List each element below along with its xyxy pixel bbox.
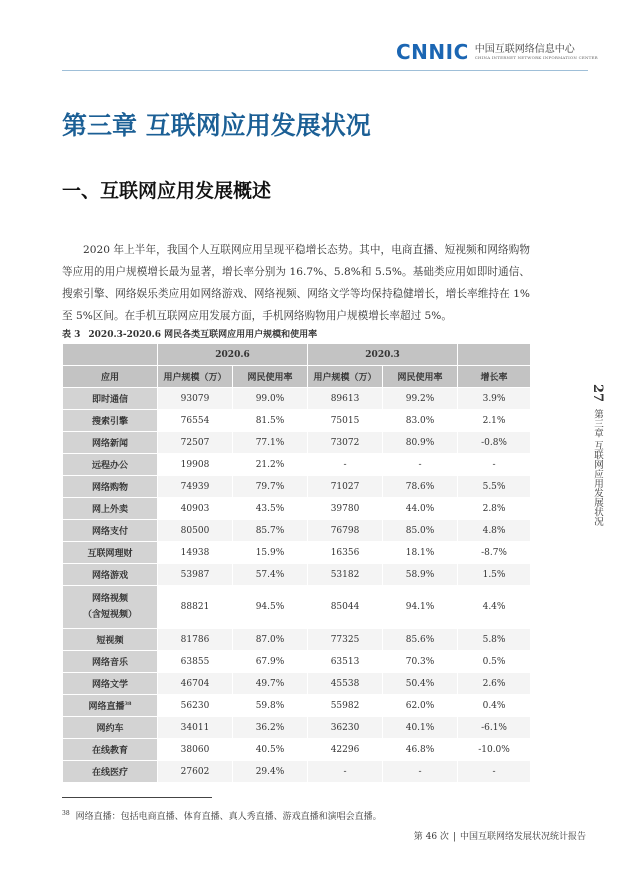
- table-row: [63, 520, 531, 542]
- cell-growth: -0.8%: [458, 432, 531, 454]
- cell-app-name: [63, 410, 158, 432]
- cell-users-2020-3: -: [308, 454, 383, 476]
- footnote-ref: 38: [124, 701, 132, 707]
- cell-app-name: [63, 739, 158, 761]
- cell-users-2020-6: 27602: [158, 761, 233, 783]
- cell-rate-2020-3: 80.9%: [383, 432, 458, 454]
- footer-page: 第 46 次: [413, 832, 449, 842]
- cell-users-2020-3: 89613: [308, 388, 383, 410]
- app-usage-table: [62, 343, 531, 783]
- cell-rate-2020-6: 49.7%: [233, 673, 308, 695]
- cell-rate-2020-3: 62.0%: [383, 695, 458, 717]
- cell-users-2020-3: 73072: [308, 432, 383, 454]
- cell-users-2020-6: 40903: [158, 498, 233, 520]
- cell-growth: 1.5%: [458, 564, 531, 586]
- cell-rate-2020-6: 15.9%: [233, 542, 308, 564]
- cell-app-name: [63, 498, 158, 520]
- app-name: 在线医疗: [91, 768, 128, 778]
- page-footer: [414, 829, 586, 842]
- cell-growth: 4.8%: [458, 520, 531, 542]
- cell-rate-2020-6: 94.5%: [233, 586, 308, 629]
- side-chapter-label: [590, 384, 605, 526]
- cell-app-name: [63, 673, 158, 695]
- cell-users-2020-3: 71027: [308, 476, 383, 498]
- cell-users-2020-3: 16356: [308, 542, 383, 564]
- footnote-rule: [62, 797, 212, 798]
- cell-users-2020-3: 63513: [308, 651, 383, 673]
- header-blank: [63, 344, 158, 366]
- cell-growth: 0.4%: [458, 695, 531, 717]
- cell-users-2020-3: 45538: [308, 673, 383, 695]
- cell-app-name: [63, 695, 158, 717]
- cell-users-2020-3: 39780: [308, 498, 383, 520]
- cell-users-2020-6: 38060: [158, 739, 233, 761]
- cell-rate-2020-6: 59.8%: [233, 695, 308, 717]
- table-caption-label: 表 3: [62, 330, 81, 340]
- cell-rate-2020-3: 83.0%: [383, 410, 458, 432]
- cell-growth: 0.5%: [458, 651, 531, 673]
- app-name: 短视频: [96, 636, 124, 646]
- cell-users-2020-3: 75015: [308, 410, 383, 432]
- cell-rate-2020-3: 85.6%: [383, 629, 458, 651]
- table-row: [63, 410, 531, 432]
- cell-growth: -: [458, 454, 531, 476]
- cell-rate-2020-6: 87.0%: [233, 629, 308, 651]
- app-name-note: （含短视频）: [82, 610, 137, 620]
- cell-growth: 5.8%: [458, 629, 531, 651]
- footnote-text: 网络直播：包括电商直播、体育直播、真人秀直播、游戏直播和演唱会直播。: [75, 812, 382, 822]
- app-name: 网络文学: [91, 680, 128, 690]
- table-row: [63, 432, 531, 454]
- cell-growth: -8.7%: [458, 542, 531, 564]
- cell-app-name: [63, 564, 158, 586]
- cell-rate-2020-3: 40.1%: [383, 717, 458, 739]
- cell-users-2020-6: 80500: [158, 520, 233, 542]
- cell-growth: -6.1%: [458, 717, 531, 739]
- table-row: [63, 717, 531, 739]
- cell-app-name: [63, 388, 158, 410]
- table-caption-text: 2020.3-2020.6 网民各类互联网应用用户规模和使用率: [88, 330, 318, 340]
- app-name: 网络支付: [91, 527, 128, 537]
- app-name: 互联网理财: [87, 549, 133, 559]
- cell-rate-2020-3: 78.6%: [383, 476, 458, 498]
- cell-app-name: [63, 432, 158, 454]
- table-row: [63, 695, 531, 717]
- cell-users-2020-3: 76798: [308, 520, 383, 542]
- cell-growth: -: [458, 761, 531, 783]
- cell-users-2020-6: 14938: [158, 542, 233, 564]
- app-name: 远程办公: [91, 461, 128, 471]
- app-name: 网络直播: [88, 702, 125, 712]
- cell-users-2020-3: -: [308, 761, 383, 783]
- cell-rate-2020-6: 29.4%: [233, 761, 308, 783]
- cell-users-2020-6: 74939: [158, 476, 233, 498]
- cell-rate-2020-3: 50.4%: [383, 673, 458, 695]
- cell-app-name: [63, 761, 158, 783]
- col-rate-2020-3: 网民使用率: [383, 366, 458, 388]
- cell-users-2020-3: 36230: [308, 717, 383, 739]
- cell-app-name: [63, 476, 158, 498]
- cell-users-2020-6: 81786: [158, 629, 233, 651]
- cell-rate-2020-6: 79.7%: [233, 476, 308, 498]
- col-growth: 增长率: [458, 366, 531, 388]
- table-row: [63, 673, 531, 695]
- cell-rate-2020-3: 99.2%: [383, 388, 458, 410]
- app-name: 网约车: [96, 724, 124, 734]
- side-chapter-text: 第三章 互联网应用发展状况: [592, 409, 603, 527]
- cell-app-name: [63, 586, 158, 629]
- footer-report-title: 中国互联网络发展状况统计报告: [459, 832, 586, 842]
- cell-growth: 2.6%: [458, 673, 531, 695]
- cell-rate-2020-6: 77.1%: [233, 432, 308, 454]
- table-row: [63, 651, 531, 673]
- section-title: 一、互联网应用发展概述: [62, 180, 272, 202]
- cell-rate-2020-3: 46.8%: [383, 739, 458, 761]
- cell-rate-2020-3: 70.3%: [383, 651, 458, 673]
- cell-users-2020-6: 34011: [158, 717, 233, 739]
- cell-rate-2020-6: 81.5%: [233, 410, 308, 432]
- table-row: [63, 761, 531, 783]
- cell-rate-2020-6: 43.5%: [233, 498, 308, 520]
- app-name: 网络音乐: [91, 658, 128, 668]
- cell-rate-2020-6: 36.2%: [233, 717, 308, 739]
- cell-rate-2020-6: 99.0%: [233, 388, 308, 410]
- cell-growth: -10.0%: [458, 739, 531, 761]
- logo-text: [475, 44, 598, 60]
- table-row: [63, 586, 531, 629]
- header-period-2020-3: 2020.3: [308, 344, 458, 366]
- header-blank: [458, 344, 531, 366]
- cell-users-2020-6: 93079: [158, 388, 233, 410]
- cell-app-name: [63, 542, 158, 564]
- header-period-2020-6: 2020.6: [158, 344, 308, 366]
- footnote: [62, 809, 382, 822]
- cell-growth: 2.8%: [458, 498, 531, 520]
- cell-growth: 4.4%: [458, 586, 531, 629]
- cell-app-name: [63, 520, 158, 542]
- app-name: 网上外卖: [91, 505, 128, 515]
- cell-rate-2020-3: -: [383, 454, 458, 476]
- table-row: [63, 564, 531, 586]
- cell-rate-2020-3: 94.1%: [383, 586, 458, 629]
- side-page-number: 27: [590, 384, 605, 403]
- table-group-header: [63, 344, 531, 366]
- footnote-marker: 38: [62, 810, 70, 817]
- cell-users-2020-6: 19908: [158, 454, 233, 476]
- table-row: [63, 629, 531, 651]
- cell-rate-2020-6: 40.5%: [233, 739, 308, 761]
- table-row: [63, 476, 531, 498]
- cell-users-2020-6: 76554: [158, 410, 233, 432]
- col-users-2020-3: 用户规模（万）: [308, 366, 383, 388]
- cell-users-2020-6: 53987: [158, 564, 233, 586]
- cell-rate-2020-3: 85.0%: [383, 520, 458, 542]
- cell-rate-2020-3: 58.9%: [383, 564, 458, 586]
- table-column-header: [63, 366, 531, 388]
- table-row: [63, 388, 531, 410]
- cell-rate-2020-6: 67.9%: [233, 651, 308, 673]
- table-row: [63, 739, 531, 761]
- cell-users-2020-6: 56230: [158, 695, 233, 717]
- cell-users-2020-3: 53182: [308, 564, 383, 586]
- cell-app-name: [63, 629, 158, 651]
- cell-app-name: [63, 454, 158, 476]
- app-name: 搜索引擎: [91, 417, 128, 427]
- table-caption: [62, 327, 325, 340]
- cell-growth: 2.1%: [458, 410, 531, 432]
- table-row: [63, 498, 531, 520]
- app-name: 网络视频: [91, 594, 128, 604]
- header-divider: [62, 70, 588, 71]
- col-users-2020-6: 用户规模（万）: [158, 366, 233, 388]
- cell-app-name: [63, 651, 158, 673]
- cell-users-2020-3: 42296: [308, 739, 383, 761]
- cell-users-2020-3: 77325: [308, 629, 383, 651]
- cell-users-2020-6: 63855: [158, 651, 233, 673]
- cell-rate-2020-3: 44.0%: [383, 498, 458, 520]
- cell-rate-2020-6: 85.7%: [233, 520, 308, 542]
- cell-rate-2020-6: 21.2%: [233, 454, 308, 476]
- cell-rate-2020-3: -: [383, 761, 458, 783]
- cell-users-2020-6: 72507: [158, 432, 233, 454]
- app-name: 即时通信: [91, 395, 128, 405]
- logo-en-name: CHINA INTERNET NETWORK INFORMATION CENTER: [474, 55, 598, 60]
- app-name: 在线教育: [91, 746, 128, 756]
- table-row: [63, 454, 531, 476]
- app-name: 网络购物: [91, 483, 128, 493]
- cell-users-2020-6: 46704: [158, 673, 233, 695]
- col-rate-2020-6: 网民使用率: [233, 366, 308, 388]
- cell-rate-2020-6: 57.4%: [233, 564, 308, 586]
- col-app: 应用: [63, 366, 158, 388]
- cell-users-2020-6: 88821: [158, 586, 233, 629]
- app-name: 网络游戏: [91, 571, 128, 581]
- cell-app-name: [63, 717, 158, 739]
- app-name: 网络新闻: [91, 439, 128, 449]
- chapter-title: 第三章 互联网应用发展状况: [62, 111, 371, 140]
- cell-users-2020-3: 55982: [308, 695, 383, 717]
- footer-separator: |: [452, 832, 456, 842]
- logo-cn-name: 中国互联网络信息中心: [474, 44, 575, 55]
- cell-growth: 3.9%: [458, 388, 531, 410]
- logo-mark: CNNIC: [396, 40, 469, 64]
- table-row: [63, 542, 531, 564]
- cell-users-2020-3: 85044: [308, 586, 383, 629]
- cell-growth: 5.5%: [458, 476, 531, 498]
- body-paragraph: 2020 年上半年，我国个人互联网应用呈现平稳增长态势。其中，电商直播、短视频和网络购物等应用的用户规模增长最为显著，增长率分别为 16.7%、5.8%和 5.5%。基础类应用如即时通信、搜索引擎、网络娱乐类应用如网络游戏、网络视频、网络文学等均保持稳健增长，增长率维持在 1%至 5%区间。在手机互联网应用发展方面，手机网络购物用户规模增长率超过 5%。: [62, 243, 530, 322]
- cell-rate-2020-3: 18.1%: [383, 542, 458, 564]
- table-body: [63, 388, 531, 783]
- cnnic-logo: [396, 40, 598, 64]
